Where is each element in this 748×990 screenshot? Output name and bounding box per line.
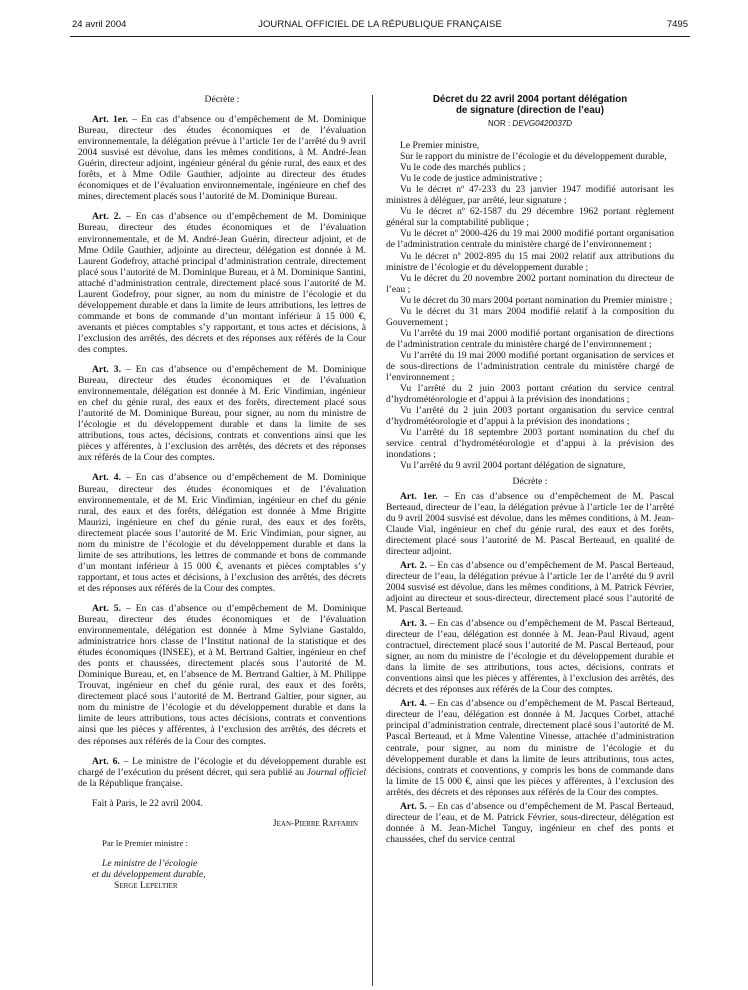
- journal-name: Journal officiel: [306, 766, 366, 778]
- visa-p10: Vu le décret du 30 mars 2004 portant nomination du Premier ministre ;: [400, 294, 673, 306]
- article-5: [78, 603, 366, 747]
- visa-p16: Vu l’arrêté du 18 septembre 2003 portant nomination du chef du service central d’hydrométéorologie et d’appui à la prévision des inondations ;: [386, 427, 674, 461]
- page-number: 7495: [666, 19, 688, 30]
- article-2: [386, 560, 674, 615]
- article-text: – Le ministre de l’écologie et du développement durable est chargé de l’exécution du présent décret, qui sera publié au: [78, 755, 366, 778]
- visa-p14: Vu l’arrêté du 2 juin 2003 portant création du service central d’hydrométéorologie et d’appui à la prévision des inondations ;: [386, 383, 674, 406]
- article-label: Art. 2.: [400, 559, 427, 571]
- visa-p7: Vu le décret nº 2000-426 du 19 mai 2000 modifié portant organisation de l’administration centrale du ministère chargé de l’environnement ;: [386, 228, 674, 251]
- minister-name: Serge Lepeltier: [114, 879, 178, 891]
- decrete-heading: Décrète :: [204, 94, 240, 105]
- signature-place-date: Fait à Paris, le 22 avril 2004.: [92, 797, 203, 809]
- article-label: Art. 1er.: [92, 114, 128, 126]
- journal-title: JOURNAL OFFICIEL DE LA RÉPUBLIQUE FRANÇAISE: [258, 19, 502, 30]
- decree-title: [386, 94, 674, 116]
- visa-p9: Vu le décret du 20 novembre 2002 portant nomination du directeur de l’eau ;: [386, 272, 674, 295]
- header-rule: [70, 36, 690, 37]
- article-text: de la République française.: [78, 777, 183, 789]
- column-divider: [372, 95, 373, 986]
- countersign-intro: Par le Premier ministre :: [102, 837, 188, 848]
- page-header: [72, 19, 688, 33]
- article-label: Art. 3.: [400, 618, 427, 630]
- article-3: [386, 618, 674, 695]
- decree-title-line2: de signature (direction de l’eau): [455, 105, 605, 116]
- visa-p12: Vu l’arrêté du 19 mai 2000 modifié portant organisation de directions de l’administration centrale du ministère chargé de l’environnement ;: [386, 327, 674, 350]
- article-2: [78, 211, 366, 355]
- article-text: – En cas d’absence ou d’empêchement de M. Pascal Berteaud, directeur de l’eau, délégation est donnée à M. Jacques Corbet, attaché principal d’administration centrale, directement placé sous l’autorité de M. Pascal Berteaud, et à Mme Valentine Vinesse, attachée d’administration centrale, pour signer, au nom du ministre de l’écologie et du développement durable et dans la limite de leurs attributions, tous actes, décisions, contrats et conventions, y compris les bons de commande dans la limite de 15 000 €, ainsi que les pièces y afférentes, à l’exclusion des arrêtés, des décrets et des réponses aux référés de la Cour des comptes.: [386, 698, 675, 798]
- visa-p1: Le Premier ministre,: [400, 140, 480, 152]
- visa-p3: Vu le code des marchés publics ;: [400, 162, 526, 174]
- decrete-heading: Décrète :: [512, 476, 548, 488]
- article-text: – En cas d’absence ou d’empêchement de M. Dominique Bureau, directeur des études économiques et de l’évaluation environnementale, et de M. Eric Vindimian, ingénieur en chef du génie rural, des eaux et des forêts, délégation est donnée à Mme Brigitte Maurizi, ingénieure en chef du génie rural, des eaux et des forêts, directement placée sous l’autorité de M. Eric Vindimian, pour signer, au nom du ministre de l’écologie et du développement durable et dans la limite de ses attributions, les lettres de commande et bons de commande d’un montant inférieur à 15 000 €, avenants et pièces comptables s’y rapportant, et tous actes et décisions, à l’exclusion des arrêtés, des décrets et des réponses aux référés de la Cour des comptes.: [78, 472, 367, 594]
- article-text: – En cas d’absence ou d’empêchement de M. Pascal Berteaud, directeur de l’eau, et de M. Patrick Février, sous-directeur, délégation est donnée à M. Jean-Michel Tanguy, ingénieur en chef des ponts et chaussées, chef du service central: [386, 800, 675, 845]
- minister-title-line1: Le ministre de l’écologie: [102, 857, 198, 869]
- signatory-name: Jean-Pierre Raffarin: [272, 817, 358, 829]
- visa-p6: Vu le décret nº 62-1587 du 29 décembre 1962 portant règlement général sur la comptabilité publique ;: [386, 206, 674, 229]
- visa-p8: Vu le décret nº 2002-895 du 15 mai 2002 relatif aux attributions du ministre de l’écologie et du développement durable ;: [386, 250, 674, 273]
- article-label: Art. 1er.: [400, 490, 438, 502]
- visa-p11: Vu le décret du 31 mars 2004 modifié relatif à la composition du Gouvernement ;: [386, 305, 674, 328]
- left-column: [78, 94, 366, 891]
- right-column: [386, 94, 674, 845]
- visa-p15: Vu l’arrêté du 2 juin 2003 portant organisation du service central d’hydrométéorologie et d’appui à la prévision des inondations ;: [386, 405, 674, 428]
- article-text: – En cas d’absence ou d’empêchement de M. Dominique Bureau, directeur des études économiques et de l’évaluation environnementale, délégation est donnée à Mme Sylviane Gastaldo, administratrice hors classe de l’Institut national de la statistique et des études économiques (INSEE), et à M. Bertrand Galtier, ingénieur en chef des ponts et chaussées, directement placés sous l’autorité de M. Dominique Bureau, et, en l’absence de M. Bertrand Galtier, à M. Philippe Trouvat, ingénieur en chef du génie rural, des eaux et des forêts, directement placé sous l’autorité de M. Bertrand Galtier, pour signer, au nom du ministre de l’écologie et du développement durable et dans la limite de leurs attributions, tous actes décisions, contrats et conventions ainsi que les pièces y afférentes, à l’exclusion des arrêtés, des décrets et des réponses aux référés de la Cour des comptes.: [78, 602, 367, 747]
- nor-label: NOR :: [487, 119, 513, 128]
- article-4: [386, 698, 674, 797]
- visa-p2: Sur le rapport du ministre de l’écologie et du développement durable,: [400, 151, 667, 163]
- article-text: – En cas d’absence ou d’empêchement de M. Dominique Bureau, directeur des études économiques et de l’évaluation environnementale, délégation est donnée à M. Eric Vindimian, ingénieur en chef du génie rural, des eaux et des forêts, directement placé sous l’autorité de M. Dominique Bureau, pour signer, au nom du ministre de l’écologie et du développement durable et dans la limite de ses attributions, tous actes, décisions, contrats et conventions ainsi que les pièces y afférentes, à l’exclusion des arrêtés, des décrets et des réponses aux référés de la Cour des comptes.: [78, 364, 367, 464]
- article-6: [78, 756, 366, 789]
- article-label: Art. 4.: [400, 698, 427, 710]
- article-label: Art. 3.: [92, 364, 121, 376]
- visa-p17: Vu l’arrêté du 9 avril 2004 portant délégation de signature,: [400, 460, 626, 472]
- article-label: Art. 4.: [92, 472, 121, 484]
- article-5: [386, 801, 674, 845]
- article-1: [386, 491, 674, 557]
- article-4: [78, 472, 366, 594]
- article-label: Art. 5.: [400, 800, 427, 812]
- article-text: – En cas d’absence ou d’empêchement de M. Pascal Berteaud, directeur de l’eau, délégation est donnée à M. Jean-Paul Rivaud, agent contractuel, directement placé sous l’autorité de M. Pascal Berteaud, pour signer, au nom du ministre de l’écologie et du développement durable et dans la limite de ses attributions, tous actes, décisions, contrats et conventions ainsi que les pièces y afférentes, à l’exclusion des arrêtés, des décrets et des réponses aux référés de la Cour des comptes.: [386, 618, 675, 696]
- article-1: [78, 114, 366, 202]
- article-text: – En cas d’absence ou d’empêchement de M. Pascal Berteaud, directeur de l’eau, la délégation prévue à l’article 1er de l’arrêté du 9 avril 2004 susvisé est dévolue, dans les mêmes conditions, à M. Patrick Février, adjoint au directeur et sous-directeur, directement placé sous l’autorité de M. Pascal Berteaud.: [386, 559, 675, 615]
- nor-reference: [386, 118, 674, 129]
- decree-title-line1: Décret du 22 avril 2004 portant délégation: [432, 94, 628, 105]
- article-label: Art. 6.: [92, 755, 120, 767]
- nor-code: DEVG0420037D: [512, 119, 573, 128]
- article-text: – En cas d’absence ou d’empêchement de M. Dominique Bureau, directeur des études économiques et de l’évaluation environnementale, et de M. André-Jean Guérin, directeur adjoint, et de Mme Odile Gauthier, adjointe au directeur, délégation est donnée à M. Laurent Godefroy, attaché principal d’administration centrale, directement placé sous l’autorité de M. Dominique Bureau, et à M. Dominique Santini, attaché d’administration centrale, directement placé sous l’autorité de M. Laurent Godefroy, pour signer, au nom du ministre de l’écologie et du développement durable et dans la limite de leurs attributions, les lettres de commande et bons de commande d’un montant inférieur à 15 000 €, avenants et pièces comptables s’y rapportant, et tous actes et décisions, à l’exclusion des arrêtés, des décrets et des réponses aux référés de la Cour des comptes.: [78, 211, 367, 355]
- article-text: – En cas d’absence ou d’empêchement de M. Dominique Bureau, directeur des études économiques et de l’évaluation environnementale, la délégation prévue à l’article 1er de l’arrêté du 9 avril 2004 susvisé est dévolue, dans les mêmes conditions, à M. André-Jean Guérin, directeur adjoint, ingénieur général du génie rural, des eaux et des forêts, et à Mme Odile Gauthier, adjointe au directeur des études économiques et de l’évaluation environnementale, ingénieure en chef des mines, directement placés sous l’autorité de M. Dominique Bureau.: [78, 114, 366, 203]
- minister-title-line2: et du développement durable,: [92, 868, 206, 880]
- article-label: Art. 5.: [92, 602, 121, 614]
- visa-p5: Vu le décret nº 47-233 du 23 janvier 1947 modifié autorisant les ministres à déléguer, par arrêté, leur signature ;: [386, 184, 674, 207]
- article-3: [78, 364, 366, 463]
- visa-p13: Vu l’arrêté du 19 mai 2000 modifié portant organisation de services et de sous-directions de l’administration centrale du ministère chargé de l’environnement ;: [386, 349, 674, 384]
- header-date: 24 avril 2004: [72, 19, 127, 30]
- article-label: Art. 2.: [92, 211, 121, 223]
- article-text: – En cas d’absence ou d’empêchement de M. Pascal Berteaud, directeur de l’eau, la délégation prévue à l’article 1er de l’arrêté du 9 avril 2004 susvisé est dévolue, dans les mêmes conditions, à M. Jean-Claude Vial, ingénieur en chef du génie rural, des eaux et des forêts, directement placé sous l’autorité de M. Pascal Berteaud, en qualité de directeur adjoint.: [386, 490, 674, 557]
- visa-p4: Vu le code de justice administrative ;: [400, 173, 543, 185]
